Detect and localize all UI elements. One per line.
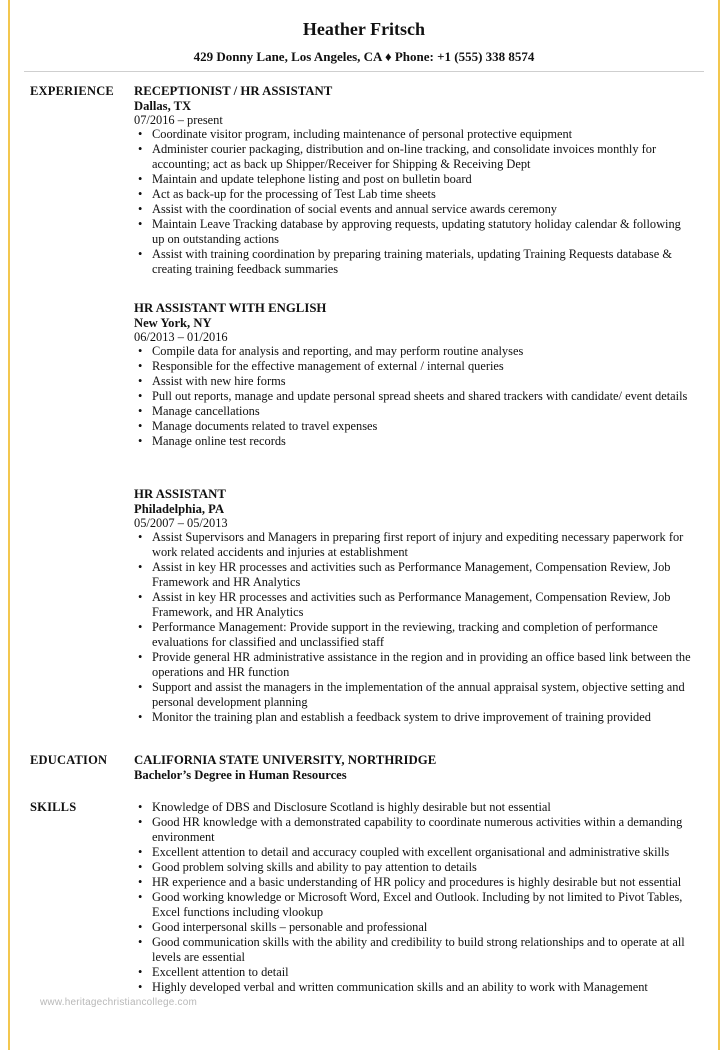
section-label-education: EDUCATION (30, 753, 108, 767)
list-item: • Highly developed verbal and written communication skills and an ability to work with Management (152, 980, 694, 995)
job-entry-3 (134, 487, 694, 725)
list-item: • Responsible for the effective management of external / internal queries (152, 359, 694, 374)
list-item: • Performance Management: Provide support in the reviewing, tracking and completion of performance evaluations for classified and unclassified staff (152, 620, 694, 650)
list-item: • Excellent attention to detail (152, 965, 694, 980)
job-title: RECEPTIONIST / HR ASSISTANT (134, 84, 333, 98)
job-bullets (134, 344, 694, 449)
list-item: • HR experience and a basic understanding of HR policy and procedures is highly desirable but not essential (152, 875, 694, 890)
job-title: HR ASSISTANT WITH ENGLISH (134, 301, 327, 315)
list-item: • Assist in key HR processes and activities such as Performance Management, Compensation Review, Job Framework and HR Analytics (152, 560, 694, 590)
list-item: • Support and assist the managers in the implementation of the annual appraisal system, objective setting and personal development planning (152, 680, 694, 710)
list-item: • Good working knowledge or Microsoft Word, Excel and Outlook. Including by not limited to Pivot Tables, Excel functions including vlookup (152, 890, 694, 920)
list-item: • Maintain Leave Tracking database by approving requests, updating statutory holiday calendar & following up on outstanding actions (152, 217, 694, 247)
section-label-skills: SKILLS (30, 800, 77, 814)
list-item: • Good communication skills with the ability and credibility to build strong relationships and to operate at all levels are essential (152, 935, 694, 965)
list-item: • Assist with the coordination of social events and annual service awards ceremony (152, 202, 694, 217)
list-item: • Manage documents related to travel expenses (152, 419, 694, 434)
list-item: • Monitor the training plan and establish a feedback system to drive improvement of training provided (152, 710, 694, 725)
job-location: New York, NY (134, 316, 212, 330)
list-item: • Pull out reports, manage and update personal spread sheets and shared trackers with candidate/ event details (152, 389, 694, 404)
job-dates: 06/2013 – 01/2016 (134, 330, 228, 344)
list-item: • Knowledge of DBS and Disclosure Scotland is highly desirable but not essential (152, 800, 694, 815)
job-bullets (134, 530, 694, 725)
list-item: • Manage cancellations (152, 404, 694, 419)
list-item: • Act as back-up for the processing of Test Lab time sheets (152, 187, 694, 202)
header-divider (24, 71, 704, 72)
list-item: • Good problem solving skills and ability to pay attention to details (152, 860, 694, 875)
list-item: • Assist in key HR processes and activities such as Performance Management, Compensation Review, Job Framework, and HR Analytics (152, 590, 694, 620)
list-item: • Coordinate visitor program, including maintenance of personal protective equipment (152, 127, 694, 142)
list-item: • Manage online test records (152, 434, 694, 449)
job-entry-1 (134, 84, 694, 277)
candidate-name: Heather Fritsch (302, 19, 426, 39)
job-entry-2 (134, 301, 694, 449)
school-name: CALIFORNIA STATE UNIVERSITY, NORTHRIDGE (134, 753, 437, 767)
list-item: • Assist Supervisors and Managers in preparing first report of injury and expediting necessary paperwork for work related accidents and injuries at establishment (152, 530, 694, 560)
education-entry (134, 753, 694, 783)
list-item: • Assist with training coordination by preparing training materials, updating Training Requests database & creating training feedback summaries (152, 247, 694, 277)
job-title: HR ASSISTANT (134, 487, 226, 501)
list-item: • Provide general HR administrative assistance in the region and in providing an office based link between the operations and HR function (152, 650, 694, 680)
watermark: www.heritagechristiancollege.com (40, 997, 198, 1008)
skills-list (134, 800, 694, 995)
contact-line: 429 Donny Lane, Los Angeles, CA ♦ Phone: +1 (555) 338 8574 (193, 49, 535, 64)
list-item: • Compile data for analysis and reporting, and may perform routine analyses (152, 344, 694, 359)
list-item: • Assist with new hire forms (152, 374, 694, 389)
list-item: • Good HR knowledge with a demonstrated capability to coordinate numerous activities within a demanding environment (152, 815, 694, 845)
job-dates: 07/2016 – present (134, 113, 223, 127)
job-location: Dallas, TX (134, 99, 192, 113)
skills-bullets (134, 800, 694, 995)
job-dates: 05/2007 – 05/2013 (134, 516, 228, 530)
list-item: • Administer courier packaging, distribution and on-line tracking, and consolidate invoices monthly for accounting; act as back up Shipper/Receiver for Shipping & Receiving Dept (152, 142, 694, 172)
list-item: • Excellent attention to detail and accuracy coupled with excellent organisational and administrative skills (152, 845, 694, 860)
job-bullets (134, 127, 694, 277)
section-label-experience: EXPERIENCE (30, 84, 114, 98)
list-item: • Maintain and update telephone listing and post on bulletin board (152, 172, 694, 187)
list-item: • Good interpersonal skills – personable and professional (152, 920, 694, 935)
job-location: Philadelphia, PA (134, 502, 225, 516)
degree: Bachelor’s Degree in Human Resources (134, 768, 347, 782)
